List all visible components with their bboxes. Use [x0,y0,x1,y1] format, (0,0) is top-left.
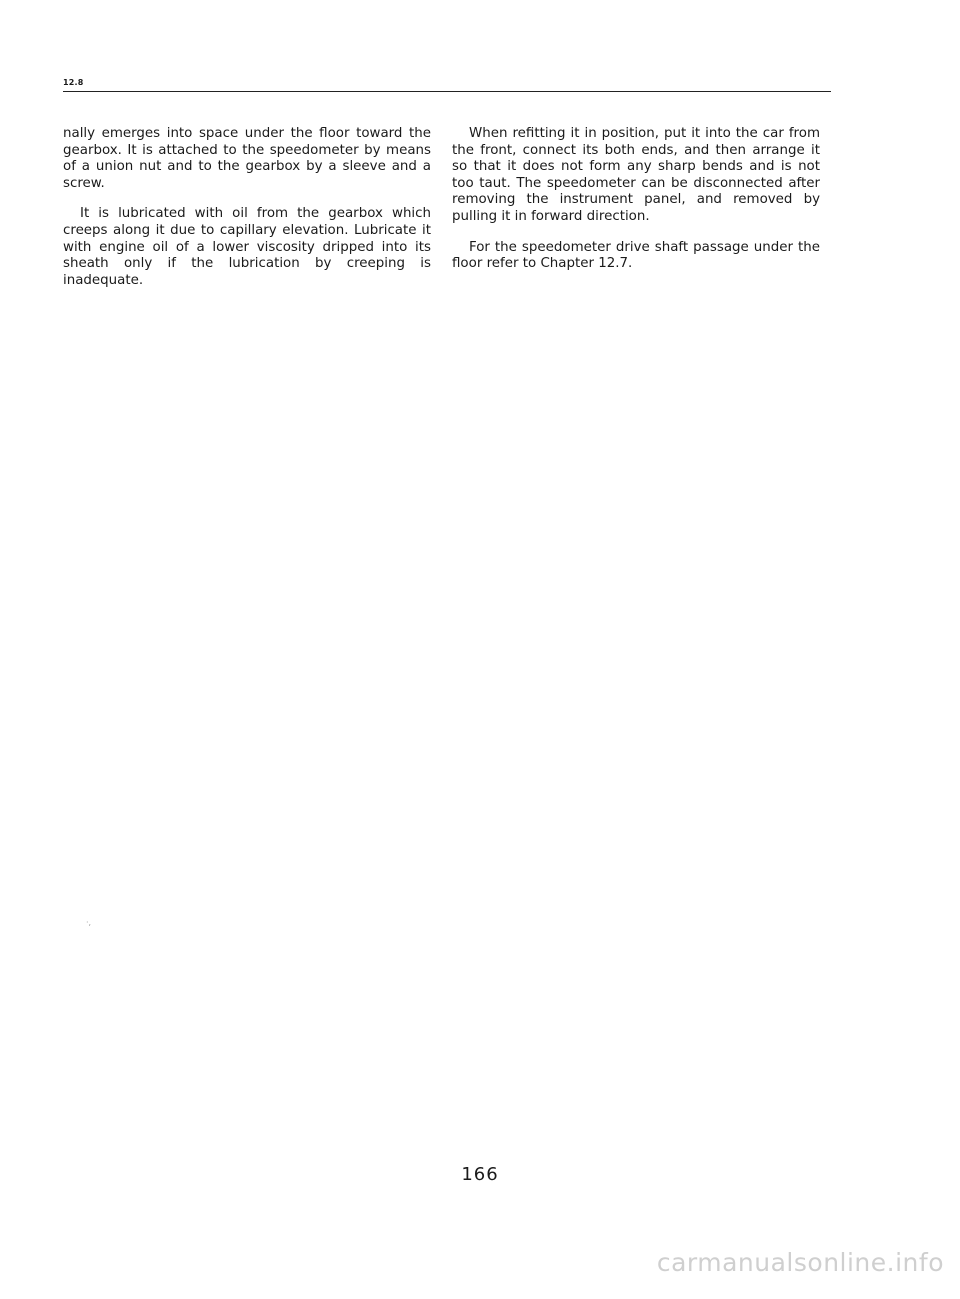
section-number: 12.8 [63,78,84,87]
right-paragraph-2: For the speedometer drive shaft passage under the floor refer to Chapter 12.7. [452,239,820,272]
right-column [452,126,820,287]
header-rule [63,91,831,92]
watermark: carmanualsonline.info [656,1248,944,1277]
left-paragraph-2: It is lubricated with oil from the gearbox which creeps along it due to capillary elevation. Lubricate it with engine oil of a lower viscosity dripped into its sheath only if the lubrication by creeping is inadequate. [63,206,431,288]
page-number: 166 [461,1164,499,1185]
scan-smudge: ·, [86,918,92,927]
left-column [63,126,431,303]
right-paragraph-1: When refitting it in position, put it into the car from the front, connect its both ends, and then arrange it so that it does not form any sharp bends and is not too taut. The speedometer can be disconnected after removing the instrument panel, and removed by pulling it in forward direction. [452,126,820,224]
left-paragraph-1: nally emerges into space under the floor toward the gearbox. It is attached to the speedometer by means of a union nut and to the gearbox by a sleeve and a screw. [63,126,431,191]
